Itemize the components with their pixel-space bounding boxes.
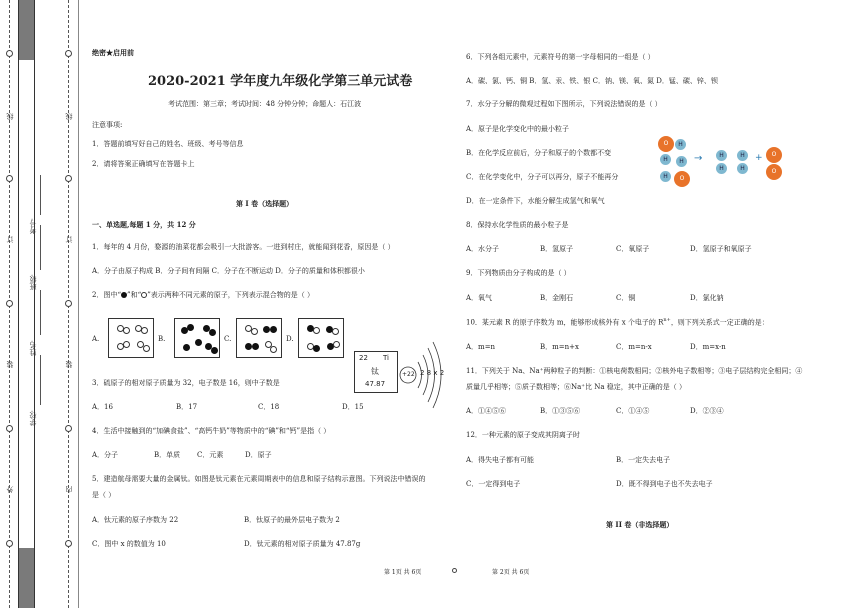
binding-hole [6,300,13,307]
element-name: 钛 [371,367,379,376]
binding-hole [6,540,13,547]
question-4-stem: 4．生活中接触到的“加碘食盐”、“高钙牛奶”等物质中的“碘”和“钙”是指（ ） [92,427,331,435]
outer-label: 装 [6,361,14,368]
question-5-option[interactable]: B．钛原子的最外层电子数为 2 [244,516,340,524]
hydrogen-atom-icon: H [676,156,687,167]
exam-number-field-label: 考号: [29,218,37,235]
exam-number-field[interactable] [40,175,41,215]
notice-title: 注意事项: [92,121,123,129]
secret-label: 绝密★启用前 [92,48,134,57]
atomic-mass: 47.87 [365,380,386,388]
oxygen-atom-icon: O [658,136,674,152]
binding-hole [65,540,72,547]
inner-label: 内 [65,486,73,493]
option-a-diagram[interactable] [108,318,154,358]
question-9-stem: 9．下列物质由分子构成的是（ ） [466,269,571,277]
question-1-stem: 1．每年的 4 月份，婺源的油菜花都会吸引一大批游客。一进到村庄，就能闻到花香，原因是（ ） [92,243,395,251]
question-3-option[interactable]: A．16 [92,403,113,411]
binding-hole [6,175,13,182]
question-5-option[interactable]: C．图中 x 的数值为 10 [92,540,166,548]
question-12-option[interactable]: C．一定得到电子 [466,480,521,488]
exam-info: 考试范围：第三章；考试时间：48 分钟分钟；命题人：石江波 [168,100,362,108]
binding-hole [65,50,72,57]
arrow-icon: → [694,153,703,164]
outer-label: 线 [6,113,14,120]
question-4-option[interactable]: C．元素 [197,451,224,459]
question-12-option[interactable]: D．既不得到电子也不失去电子 [616,480,713,488]
inner-label: 线 [65,113,73,120]
question-10-option[interactable]: B．m=n+x [540,343,579,351]
question-3-option[interactable]: C．18 [258,403,280,411]
exam-title: 2020-2021 学年度九年级化学第三单元试卷 [148,74,413,89]
option-label[interactable]: B. [158,335,166,343]
page-number-left: 第 1页 共 6页 [384,569,422,576]
question-4-option[interactable]: B．单质 [154,451,181,459]
outer-label: 订 [6,236,14,243]
question-5-option[interactable]: A．钛元素的原子序数为 22 [92,516,179,524]
option-label[interactable]: C. [224,335,232,343]
outer-label: 外 [6,486,14,493]
section-title: 第 II 卷（非选择题） [606,520,674,529]
hydrogen-atom-icon: H [675,139,686,150]
question-11-option[interactable]: A．①④⑤⑥ [466,407,507,415]
question-9-option[interactable]: C．铜 [616,294,636,302]
question-7-option[interactable]: C．在化学变化中，分子可以再分，原子不能再分 [466,173,619,181]
titanium-element-card [354,351,398,393]
question-11-stem: 11．下列关于 Na、Na⁺两种粒子的判断：①核电荷数相同；②核外电子数相等；③电子层结构完全相同；④ [466,367,803,375]
question-4-option[interactable]: D．原子 [245,451,272,459]
hydrogen-atom-icon: H [737,150,748,161]
binding-strip [0,0,80,608]
class-field-label: 班级: [29,274,37,291]
question-5-stem: 5．建造航母需要大量的金属钛。如图是钛元素在元素周期表中的信息和原子结构示意图。下列说法中错误的 [92,475,426,483]
question-5-stem-cont: 是（ ） [92,491,116,499]
question-7-option[interactable]: D．在一定条件下，水能分解生成氢气和氧气 [466,197,605,205]
inner-label: 装 [65,361,73,368]
binding-hole [65,425,72,432]
name-field[interactable] [40,290,41,335]
question-6-options: A．碳、氯、钙、铜 B．氢、汞、铁、银 C．钠、镁、氧、氮 D．锰、碳、锌、钡 [466,77,718,85]
question-9-option[interactable]: A．氧气 [466,294,493,302]
hydrogen-atom-icon: H [716,163,727,174]
question-10-option[interactable]: A．m=n [466,343,496,351]
question-12-stem: 12．一种元素的原子变成其阴离子时 [466,431,580,439]
option-b-diagram[interactable] [174,318,220,358]
notice-item: 2．请将答案正确填写在答题卡上 [92,160,195,168]
question-10-option[interactable]: C．m=n-x [616,343,652,351]
question-7-stem: 7．水分子分解的微观过程如下图所示，下列说法错误的是（ ） [466,100,662,108]
question-2-stem: 2．图中“ ”和“ ”表示两种不同元素的原子，下列表示混合物的是（ ） [92,291,315,299]
question-3-option[interactable]: B．17 [176,403,198,411]
oxygen-atom-icon: O [766,147,782,163]
electron-shells: 2 8 x 2 [420,369,445,377]
question-4-option[interactable]: A．分子 [92,451,119,459]
binding-block-top [18,0,34,60]
question-8-stem: 8．保持水化学性质的最小粒子是 [466,221,569,229]
option-c-diagram[interactable] [236,318,282,358]
page-number-right: 第 2页 共 6页 [492,569,530,576]
section-title: 第 I 卷（选择题） [236,199,294,208]
question-11-option[interactable]: C．①④⑤ [616,407,650,415]
hydrogen-atom-icon: H [737,163,748,174]
question-1-options: A．分子由原子构成 B．分子间有间隔 C．分子在不断运动 D．分子的质量和体积都很小 [92,267,365,275]
atomic-number: 22 [359,354,368,362]
question-3-stem: 3．硫原子的相对原子质量为 32，电子数是 16，则中子数是 [92,379,280,387]
question-12-option[interactable]: B．一定失去电子 [616,456,671,464]
question-9-option[interactable]: D．氯化钠 [690,294,724,302]
hydrogen-atom-icon: H [716,150,727,161]
option-label[interactable]: A. [92,335,100,343]
element-symbol: Ti [383,354,390,362]
question-12-option[interactable]: A．得失电子都有可能 [466,456,535,464]
nucleus-charge: +22 [402,371,415,378]
oxygen-atom-icon: O [766,164,782,180]
question-10-option[interactable]: D．m=x-n [690,343,726,351]
name-field-label: 姓名: [29,340,37,357]
plus-icon: + [755,153,763,163]
question-7-option[interactable]: B．在化学反应前后，分子和原子的个数都不变 [466,149,612,157]
binding-block-bottom [18,548,34,608]
option-d-diagram[interactable] [298,318,344,358]
question-11-option[interactable]: D．②③④ [690,407,724,415]
binding-hole [65,175,72,182]
question-11-stem-cont: 质量几乎相等；⑤质子数相等；⑥Na⁺比 Na 稳定，其中正确的是（ ） [466,383,686,391]
oxygen-atom-icon: O [674,171,690,187]
school-field-label: 学校: [29,410,37,427]
section-subtitle: 一、单选题,每题 1 分，共 12 分 [92,220,196,229]
option-label[interactable]: D. [286,335,294,343]
school-field[interactable] [40,355,41,405]
page-divider-dot [452,568,457,573]
question-9-option[interactable]: B．金刚石 [540,294,574,302]
question-7-option[interactable]: A．原子是化学变化中的最小粒子 [466,125,570,133]
binding-hole [6,50,13,57]
question-8-option[interactable]: B．氢原子 [540,245,574,253]
binding-hole [65,300,72,307]
question-10-stem: 10．某元素 R 的原子序数为 m，能够形成核外有 x 个电子的 $R^{n+}$，则下列关系式一定正确的是： [466,317,769,327]
inner-label: 订 [65,236,73,243]
notice-item: 1．答题前填写好自己的姓名、班级、考号等信息 [92,140,244,148]
hydrogen-atom-icon: H [660,171,671,182]
question-11-option[interactable]: B．①③⑤⑥ [540,407,581,415]
class-field[interactable] [40,225,41,270]
binding-hole [6,425,13,432]
question-8-option[interactable]: C．氧原子 [616,245,650,253]
question-3-option[interactable]: D．15 [342,403,364,411]
question-5-option[interactable]: D．钛元素的相对原子质量为 47.87g [244,540,361,548]
question-6-stem: 6．下列各组元素中，元素符号的第一字母相同的一组是（ ） [466,53,655,61]
hydrogen-atom-icon: H [660,154,671,165]
question-8-option[interactable]: A．水分子 [466,245,500,253]
question-8-option[interactable]: D．氢原子和氧原子 [690,245,752,253]
